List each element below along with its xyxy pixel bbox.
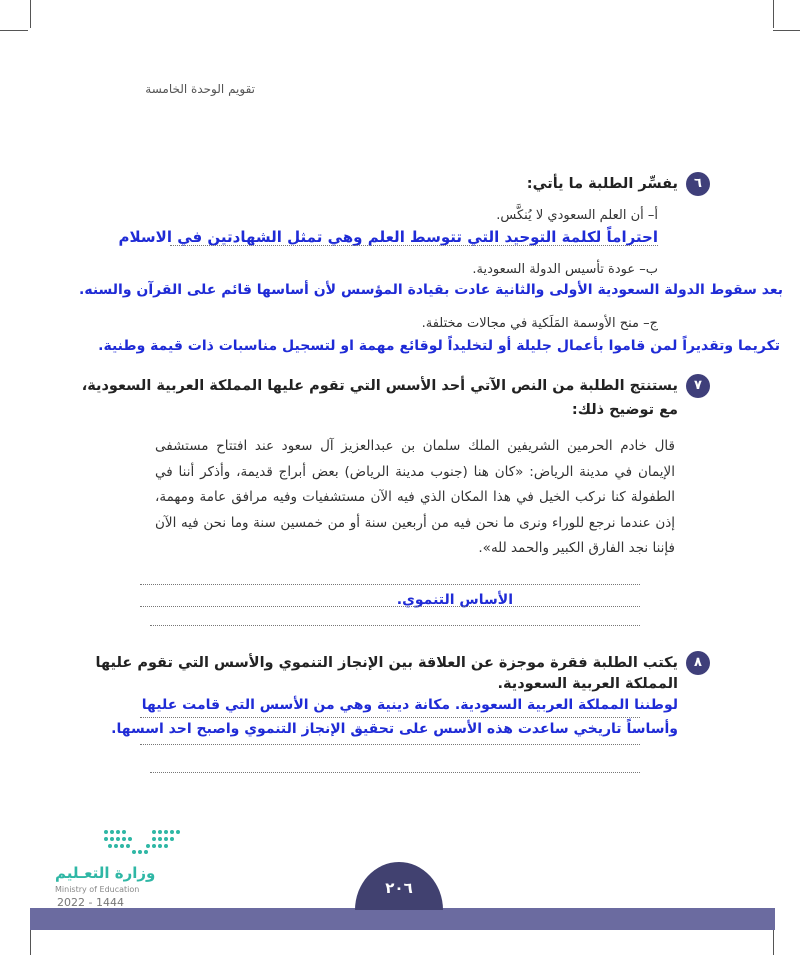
answer-line — [150, 772, 640, 773]
quoted-paragraph: قال خادم الحرمين الشريفين الملك سلمان بن عبدالعزيز آل سعود عند افتتاح مستشفى الإيمان في مدينة الرياض: «كان هنا (جنوب مدينة الرياض) بعض أبراج قديمة، وأذكر أننا في الطفولة كنا نركب الخيل في هذا المكان الذي فيه الآن مستشفيات وفيه مرافق عامة ومهمة، إذن عندما نرجع للوراء ونرى ما نحن فيه من أربعين سنة أو من خمسين سنة وما نحن فيه الآن فإننا نجد الفارق الكبير والحمد لله». — [155, 438, 675, 556]
answer-line — [170, 245, 658, 246]
question-title: يستنتج الطلبة من النص الآتي أحد الأسس التي تقوم عليها المملكة العربية السعودية، — [81, 378, 678, 394]
ministry-name-ar: وزارة التعـليم — [55, 864, 156, 882]
question-number: ٨ — [686, 651, 710, 675]
answer-line — [140, 744, 640, 745]
crop-mark — [30, 928, 31, 955]
page-number: ٢٠٦ — [355, 862, 443, 910]
ministry-logo — [98, 826, 188, 860]
crop-mark — [0, 30, 28, 31]
answer-line — [140, 717, 640, 718]
unit-review-title: تقويم الوحدة الخامسة — [145, 82, 255, 96]
crop-mark — [773, 0, 774, 28]
answer-line — [140, 606, 640, 607]
q7-answer: الأساس التنموي. — [396, 592, 513, 608]
logo-dots-icon — [98, 826, 188, 860]
q6-a-answer: احتراماً لكلمة التوحيد التي تتوسط العلم وهي تمثل الشهادتين في الاسلام — [118, 228, 658, 246]
ministry-name-en: Ministry of Education — [55, 885, 140, 894]
q6-c-answer: تكريما وتقديراً لمن قاموا بأعمال جليلة أو لتخليداً لوقائع مهمة او لتسجيل مناسبات ذات قيمة وطنية. — [98, 338, 780, 354]
question-number: ٦ — [686, 172, 710, 196]
q8-answer-line-2: وأساساً تاريخي ساعدت هذه الأسس على تحقيق الإنجاز التنموي واصبح احد اسسها. — [111, 721, 678, 737]
footer-band — [30, 908, 775, 930]
question-title: يكتب الطلبة فقرة موجزة عن العلاقة بين الإنجاز التنموي والأسس التي تقوم عليها — [95, 655, 678, 671]
crop-mark — [773, 928, 774, 955]
q6-b-answer: بعد سقوط الدولة السعودية الأولى والثانية عادت بقيادة المؤسس لأن أساسها قائم على القرآن والسنه. — [79, 282, 783, 298]
answer-line — [150, 625, 640, 626]
q6-a-text: أ– أن العلم السعودي لا يُنكَّس. — [496, 208, 658, 223]
question-8-heading — [96, 651, 710, 675]
crop-mark — [30, 0, 31, 28]
crop-mark — [773, 30, 800, 31]
question-number: ٧ — [686, 374, 710, 398]
q6-c-text: ج– منح الأوسمة المَلَكية في مجالات مختلفة. — [421, 316, 658, 331]
question-7-heading — [82, 374, 710, 398]
question-title-cont: مع توضيح ذلك: — [571, 402, 678, 418]
answer-line — [140, 584, 640, 585]
question-title-cont: المملكة العربية السعودية. — [497, 676, 678, 692]
question-title: يفسِّر الطلبة ما يأتي: — [526, 176, 678, 192]
question-6-heading — [527, 172, 710, 196]
q8-answer-line-1: لوطننا المملكة العربية السعودية. مكانة دينية وهي من الأسس التي قامت عليها — [141, 697, 678, 713]
q6-b-text: ب– عودة تأسيس الدولة السعودية. — [472, 262, 658, 277]
footer-year: 2022 - 1444 — [57, 896, 124, 909]
